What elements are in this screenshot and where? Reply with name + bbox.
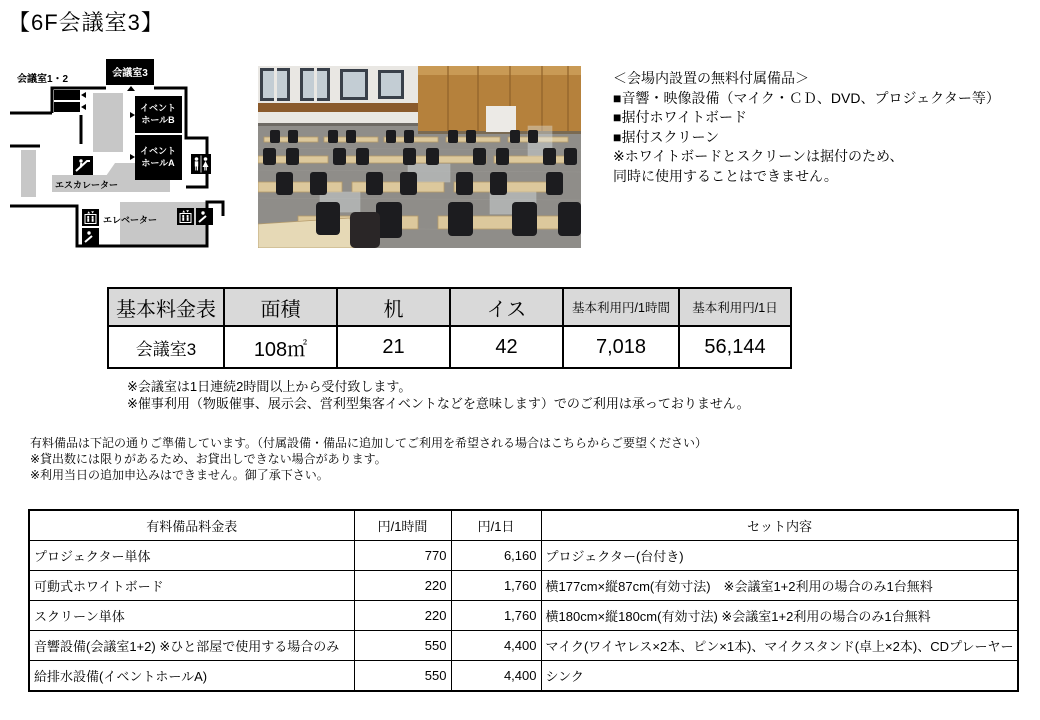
cell-hour-price: 220 [354,601,451,631]
header-paid-equipment: 有料備品料金表 [29,510,354,541]
entrance-arrow-icon [130,112,135,118]
cell-room-name: 会議室3 [108,326,224,368]
elevator-icon [82,209,99,226]
cell-set-contents: 横177cm×縦87cm(有効寸法) ※会議室1+2利用の場合のみ1台無料 [541,571,1018,601]
table-row [29,541,1018,571]
cell-chairs: 42 [450,326,563,368]
cell-set-contents: マイク(ワイヤレス×2本、ピン×1本)、マイクスタンド(卓上×2本)、CDプレーヤー [541,631,1018,661]
room-photo [258,66,581,248]
escalator-icon [73,156,93,175]
free-equipment-heading: ＜会場内設置の無料付属備品＞ [613,70,809,86]
cell-hourly-rate: 7,018 [563,326,679,368]
paid-note-line: 有料備品は下記の通りご準備しています。（付属設備・備品に追加してご利用を希望される場合はこちらからご要望ください） [30,436,708,450]
entrance-arrow-icon [81,104,86,110]
header-yen-per-day: 円/1日 [451,510,541,541]
price-note-line: ※催事利用（物販催事、展示会、営利型集客イベントなどを意味します）でのご利用は承っておりません。 [127,396,750,411]
entrance-arrow-icon [130,154,135,160]
cell-item: プロジェクター単体 [29,541,354,571]
header-yen-per-hour: 円/1時間 [354,510,451,541]
cell-item: スクリーン単体 [29,601,354,631]
cell-hour-price: 550 [354,661,451,692]
cell-day-price: 1,760 [451,571,541,601]
table-row [29,571,1018,601]
cell-daily-rate: 56,144 [679,326,791,368]
basic-price-header-row [108,288,791,326]
header-basic-price: 基本料金表 [108,288,224,326]
cell-hour-price: 770 [354,541,451,571]
header-daily-rate: 基本利用円/1日 [679,288,791,326]
header-desks: 机 [337,288,450,326]
cell-item: 音響設備(会議室1+2) ※ひと部屋で使用する場合のみ [29,631,354,661]
cell-item: 可動式ホワイトボード [29,571,354,601]
event-hall-b-label: ホールB [141,115,175,125]
cell-day-price: 1,760 [451,601,541,631]
cell-set-contents: 横180cm×縦180cm(有効寸法) ※会議室1+2利用の場合のみ1台無料 [541,601,1018,631]
cell-set-contents: シンク [541,661,1018,692]
header-area: 面積 [224,288,337,326]
free-equipment-note: 同時に使用することはできません。 [613,167,838,184]
cell-hour-price: 220 [354,571,451,601]
free-equipment-block [613,69,1000,186]
free-equipment-note: ※ホワイトボードとスクリーンは据付のため、 [613,148,904,164]
event-hall-a-label: イベント [139,146,177,156]
header-chairs: イス [450,288,563,326]
table-row [29,631,1018,661]
header-set-contents: セット内容 [541,510,1018,541]
basic-price-table [107,287,792,369]
paid-note-line: ※利用当日の追加申込みはできません。御了承下さい。 [30,468,329,482]
stairs-person-icon [82,228,99,245]
free-equipment-item: ■音響・映像設備（マイク・ＣＤ、DVD、プロジェクター等） [613,89,1000,106]
floor-map [10,58,230,248]
escalator-label: エスカレーター [55,180,119,190]
entrance-arrow-icon [127,86,135,91]
paid-table-header-row [29,510,1018,541]
cell-hour-price: 550 [354,631,451,661]
paid-equipment-table-wrap [28,509,1019,692]
paid-note-line: ※貸出数には限りがあるため、お貸出しできない場合があります。 [30,452,387,466]
basic-price-table-wrap [107,287,792,369]
cell-day-price: 4,400 [451,661,541,692]
elevator-label: エレベーター [103,215,158,225]
price-notes [127,378,750,412]
free-equipment-item: ■据付ホワイトボード [613,109,748,125]
stairs-person-icon [196,208,213,225]
meeting-room-block [54,90,80,100]
page-title: 【6F会議室3】 [8,10,164,35]
meeting-room-block [54,102,80,112]
paid-equipment-notes [30,435,707,483]
restroom-icon [191,154,211,174]
free-equipment-item: ■据付スクリーン [613,128,720,145]
header-hourly-rate: 基本利用円/1時間 [563,288,679,326]
cell-day-price: 4,400 [451,631,541,661]
cell-set-contents: プロジェクター(台付き) [541,541,1018,571]
corridor-area [93,93,123,152]
cell-area: 108㎡ [224,326,337,368]
cell-day-price: 6,160 [451,541,541,571]
event-hall-b-label: イベント [139,103,177,113]
meeting-room-3-label: 会議室3 [112,68,148,79]
price-note-line: ※会議室は1日連続2時間以上から受付致します。 [127,379,412,394]
entrance-arrow-icon [81,92,86,98]
corridor-area [21,150,36,197]
table-row [29,661,1018,692]
cell-item: 給排水設備(イベントホールA) [29,661,354,692]
basic-price-data-row [108,326,791,368]
meeting-room-1-2-label: 会議室1・2 [17,74,69,85]
table-row [29,601,1018,631]
cabinet [486,106,516,132]
elevator-icon [177,208,194,225]
paid-equipment-table [28,509,1019,692]
cell-desks: 21 [337,326,450,368]
event-hall-a-label: ホールA [141,158,175,168]
